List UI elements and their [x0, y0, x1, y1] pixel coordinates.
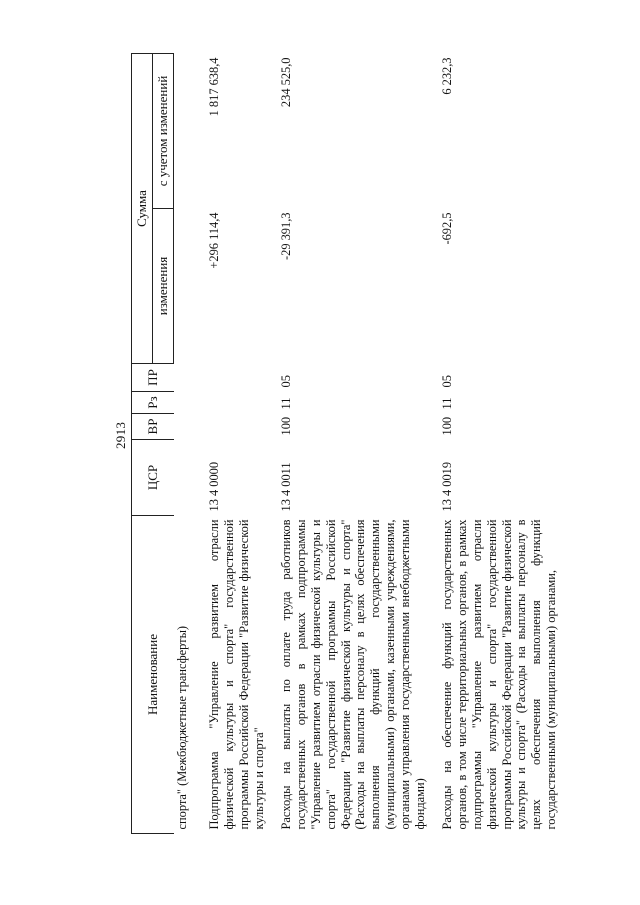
table-row: [174, 54, 198, 834]
row-name: Подпрограмма "Управление развитием отрасли физической культуры и спорта" государственной программы Российской Федерации "Развитие физической культуры и спорта": [207, 519, 266, 830]
row-rz: [197, 392, 269, 414]
row-csr: [174, 440, 198, 516]
row-pr: 05: [440, 375, 455, 388]
row-pr: [174, 364, 198, 392]
row-name: Расходы на выплаты по оплате труда работников государственных органов в рамках подпрограммы "Управление развитием отрасли физической культуры и спорта" государственной программы Российской Федерации "Развитие физической культуры и спорта" (Расходы на выплаты персоналу в целях обеспечения выполнения функций государственными (муниципальными) органами, казенными учреждениями, органами управления государственными внебюджетными фондами): [279, 519, 427, 830]
row-with-changes: [174, 54, 198, 209]
row-change: [174, 209, 198, 364]
header-rz: Рз: [132, 392, 174, 414]
table-row: [430, 54, 561, 834]
page-number: 2913: [113, 421, 128, 449]
row-change: -692,5: [440, 212, 455, 245]
table-row: [269, 54, 430, 834]
row-with-changes: 6 232,3: [440, 57, 455, 95]
row-with-changes: 234 525,0: [279, 57, 294, 108]
row-vr: [197, 414, 269, 440]
budget-table: [131, 53, 562, 834]
table-row: [197, 54, 269, 834]
row-pr: 05: [279, 375, 294, 388]
header-csr: ЦСР: [132, 440, 174, 516]
row-rz: [174, 392, 198, 414]
row-csr: 13 4 0019: [440, 461, 455, 512]
row-change: -29 391,3: [279, 212, 294, 260]
row-csr: 13 4 0000: [207, 461, 222, 512]
header-vr: ВР: [132, 414, 174, 440]
row-vr: 100: [279, 416, 294, 436]
row-vr: 100: [440, 416, 455, 436]
header-change: изменения: [153, 209, 174, 364]
row-change: +296 114,4: [207, 212, 222, 269]
row-rz: 11: [279, 397, 294, 410]
header-with-changes: с учетом изменений: [153, 54, 174, 209]
row-pr: [197, 364, 269, 392]
header-name: Наименование: [132, 516, 174, 834]
row-name: спорта" (Межбюджетные трансферты): [174, 625, 189, 830]
header-pr: ПР: [132, 364, 174, 392]
row-csr: 13 4 0011: [279, 462, 294, 512]
row-vr: [174, 414, 198, 440]
document-page: [91, 54, 559, 834]
row-rz: 11: [440, 397, 455, 410]
row-name: Расходы на обеспечение функций государственных органов, в том числе территориальных органов, в рамках подпрограммы "Управление развитием отрасли физической культуры и спорта" государственной программы Российской Федерации "Развитие физической культуры и спорта" (Расходы на выплаты персоналу в целях обеспечения выполнения функций государственными (муниципальными) органами,: [440, 519, 559, 830]
row-with-changes: 1 817 638,4: [207, 57, 222, 117]
header-sum: Сумма: [132, 54, 153, 364]
